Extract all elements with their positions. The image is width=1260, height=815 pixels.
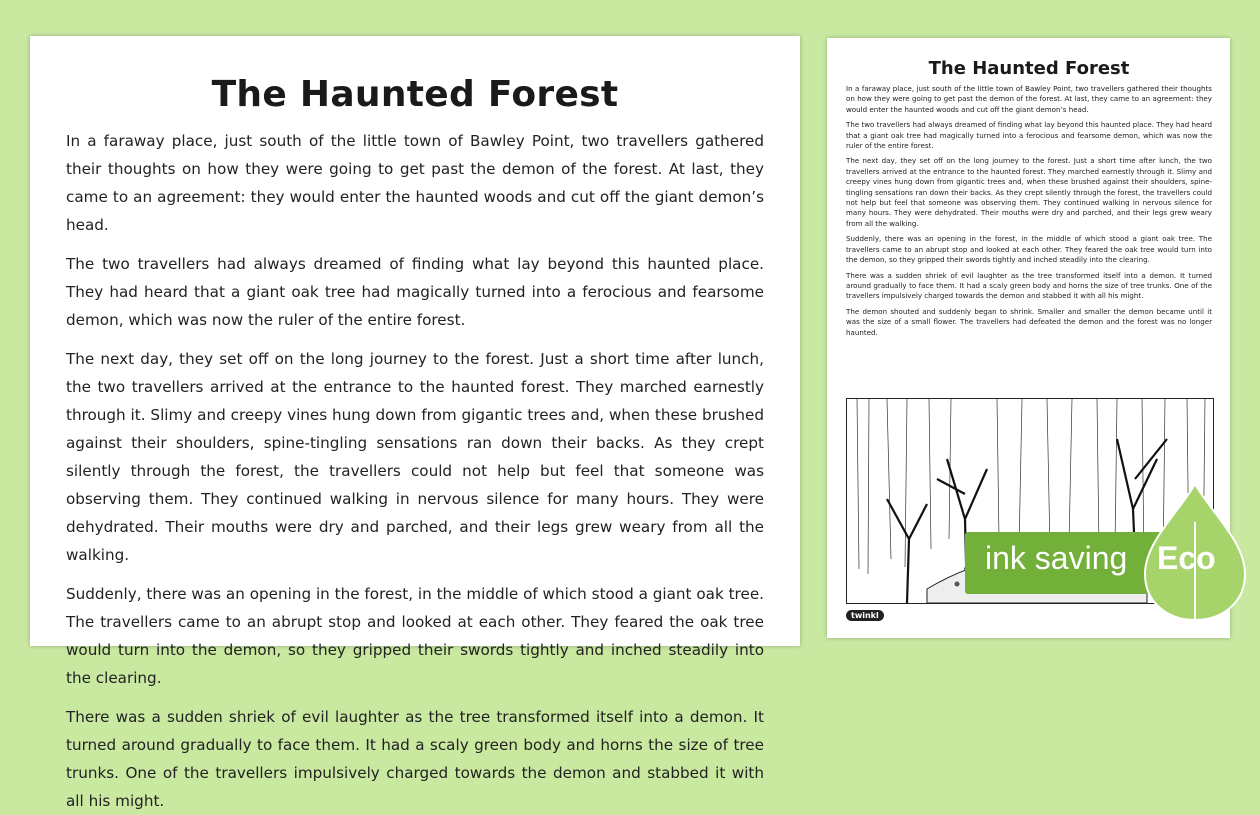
thumbnail-paragraph-3: The next day, they set off on the long journey to the forest. Just a short time after lunch, the two travellers arrived at the entrance to the haunted forest. They marched earnestly through it. Slimy and creepy vines hung down from gigantic trees and, when these brushed against their shoulders, spine-tingling sensations ran down their backs. As they crept silently through the forest, the travellers could not help but feel that someone was observing them. They continued walking in nervous silence for many hours. They were dehydrated. Their mouths were dry and parched, and their legs grew weary from all the walking. [846,156,1212,228]
ink-saving-label: ink saving [985,540,1128,576]
thumbnail-paragraph-1: In a faraway place, just south of the little town of Bawley Point, two travellers gathered their thoughts on how they were going to get past the demon of the forest. At last, they came to an agreement: they would enter the haunted woods and cut off the giant demon’s head. [846,84,1212,114]
twinkl-logo: twinkl [846,610,884,621]
paragraph-2: The two travellers had always dreamed of finding what lay beyond this haunted place. They had heard that a giant oak tree had magically turned into a ferocious and fearsome demon, which was now the ruler of the entire forest. [66,255,764,329]
paragraph-4: Suddenly, there was an opening in the forest, in the middle of which stood a giant oak tree. The travellers came to an abrupt stop and looked at each other. They feared the oak tree would turn into the demon, so they gripped their swords tightly and inched steadily into the clearing. [66,585,764,687]
paragraph-5: There was a sudden shriek of evil laughter as the tree transformed itself into a demon. It turned around gradually to face them. It had a scaly green body and horns the size of tree trunks. One of the travellers impulsively charged towards the demon and stabbed it with all his might. [66,708,764,810]
thumbnail-title: The Haunted Forest [928,58,1130,79]
thumbnail-paragraph-6: The demon shouted and suddenly began to shrink. Smaller and smaller the demon became until it was the size of a small flower. The travellers had defeated the demon and the forest was no longer haunted. [846,306,1212,337]
document-page-large [30,36,800,810]
thumbnail-paragraph-2: The two travellers had always dreamed of finding what lay beyond this haunted place. They had heard that a giant oak tree had magically turned into a ferocious and fearsome demon, which was now the ruler of the entire forest. [846,120,1212,151]
thumbnail-paragraph-4: Suddenly, there was an opening in the forest, in the middle of which stood a giant oak tree. The travellers came to an abrupt stop and looked at each other. They feared the oak tree would turn into the demon, so they gripped their swords tightly and inched steadily into the clearing. [846,234,1212,265]
paragraph-1: In a faraway place, just south of the little town of Bawley Point, two travellers gathered their thoughts on how they were going to get past the demon of the forest. At last, they came to an agreement: they would enter the haunted woods and cut off the giant demon’s head. [66,132,764,234]
page-title: The Haunted Forest [211,74,619,115]
eco-label: Eco [1157,540,1216,576]
thumbnail-paragraph-5: There was a sudden shriek of evil laughter as the tree transformed itself into a demon. It turned around gradually to face them. It had a scaly green body and horns the size of tree trunks. One of the travellers impulsively charged towards the demon and stabbed it with all his might. [846,270,1212,301]
paragraph-3: The next day, they set off on the long journey to the forest. Just a short time after lunch, the two travellers arrived at the entrance to the haunted forest. They marched earnestly through it. Slimy and creepy vines hung down from gigantic trees and, when these brushed against their shoulders, spine-tingling sensations ran down their backs. As they crept silently through the forest, the travellers could not help but feel that someone was observing them. They continued walking in nervous silence for many hours. They were dehydrated. Their mouths were dry and parched, and their legs grew weary from all the walking. [66,350,764,564]
